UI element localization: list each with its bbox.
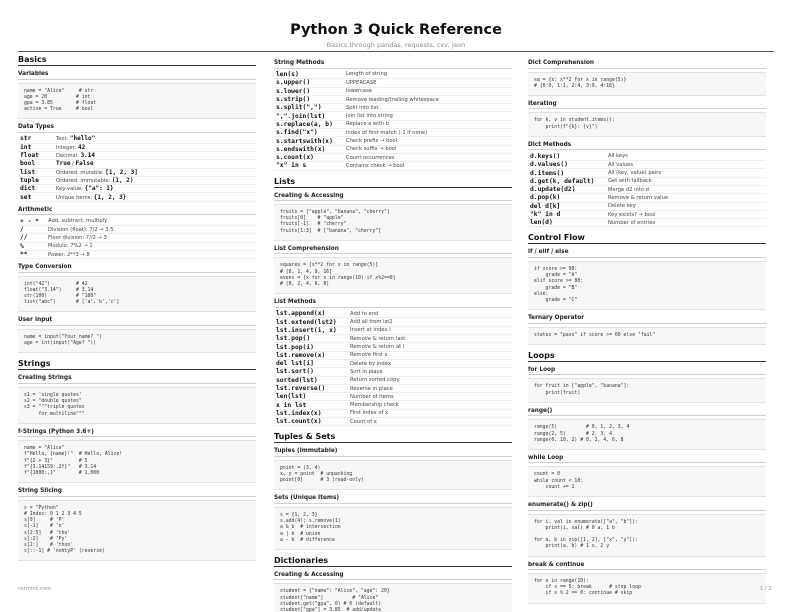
section-heading-strings: Strings	[18, 359, 256, 370]
table-description-cell	[608, 152, 766, 160]
table-description-cell	[346, 104, 512, 112]
table-row	[18, 135, 256, 143]
table-description-cell	[48, 250, 256, 258]
description-text: Unique items:	[56, 194, 94, 201]
code-block: for x in range(10): if x == 5: break # stop loop if x % 2 == 0: continue # skip	[528, 573, 766, 604]
description-text: Check suffix → bool	[346, 146, 397, 153]
table-row	[274, 384, 512, 392]
table-key-cell: list	[18, 168, 56, 176]
table-description-cell	[346, 120, 512, 128]
description-text: Key exists? → bool	[608, 211, 656, 218]
table-row	[528, 219, 766, 227]
description-text: All (key, value) pairs	[608, 170, 662, 177]
description-text: Count of x	[350, 418, 377, 425]
table-key-cell: ",".join(lst)	[274, 112, 346, 120]
description-text: Index of first match (-1 if none)	[346, 129, 428, 136]
description-text: Replace a with b	[346, 121, 389, 128]
section-heading-tuples-sets: Tuples & Sets	[274, 432, 512, 443]
description-text: Count occurrences	[346, 154, 395, 161]
section-heading-basics: Basics	[18, 55, 256, 66]
description-text: Remove & return value	[608, 194, 669, 201]
table-row	[274, 162, 512, 170]
footer-site: refmint.com	[18, 586, 52, 592]
table-row	[18, 143, 256, 151]
table-description-cell	[608, 202, 766, 210]
subsection-heading-range: range()	[528, 408, 766, 417]
code-block: range(5) # 0, 1, 2, 3, 4 range(2, 5) # 2, 3, 4 range(0, 10, 2) # 0, 2, 4, 6, 8	[528, 419, 766, 450]
table-key-cell: len(lst)	[274, 393, 350, 401]
description-text: Remove leading/trailing whitespace	[346, 96, 439, 103]
code-example: False	[75, 160, 94, 168]
subsection-heading-string-slicing: String Slicing	[18, 488, 256, 497]
description-text: Decimal:	[56, 153, 81, 160]
table-description-cell	[56, 176, 256, 184]
table-row	[274, 112, 512, 120]
table-description-cell	[350, 401, 512, 409]
code-block: sq = {x: x**2 for x in range(5)} # {0:0, 1:1, 2:4, 3:9, 4:16}	[528, 72, 766, 96]
description-text: Floor division: 7//2 → 3	[48, 234, 107, 241]
description-text: Length of string	[346, 71, 388, 78]
table-description-cell	[56, 168, 256, 176]
subsection-heading-user-input: User Input	[18, 317, 256, 326]
table-row	[274, 368, 512, 376]
subsection-heading-string-methods: String Methods	[274, 60, 512, 69]
table-description-cell	[346, 95, 512, 103]
table-description-cell	[350, 384, 512, 392]
table-key-cell: lst.sort()	[274, 368, 350, 376]
table-row	[18, 250, 256, 258]
page-header	[0, 22, 792, 49]
table-key-cell: str	[18, 135, 56, 143]
subsection-heading-if-elif-else: if / elif / else	[528, 249, 766, 258]
table-key-cell: set	[18, 193, 56, 201]
description-text: UPPERCASE	[346, 79, 377, 86]
subsection-heading-ternary-operator: Ternary Operator	[528, 315, 766, 324]
table-row	[274, 129, 512, 137]
table-key-cell: lst.remove(x)	[274, 351, 350, 359]
table-key-cell: s.startswith(x)	[274, 137, 346, 145]
table-description-cell	[350, 326, 512, 334]
subsection-heading-creating-accessing: Creating & Accessing	[274, 572, 512, 581]
description-text: Delete by index	[350, 360, 391, 367]
table-key-cell: s.count(x)	[274, 153, 346, 161]
table-key-cell: s.replace(a, b)	[274, 120, 346, 128]
table-row	[528, 161, 766, 169]
table-row	[274, 104, 512, 112]
column-2	[274, 55, 512, 612]
table-key-cell: s.find("x")	[274, 129, 346, 137]
table-key-cell: "k" in d	[528, 210, 608, 218]
table-description-cell	[346, 137, 512, 145]
section-heading-control-flow: Control Flow	[528, 233, 766, 244]
table-description-cell	[608, 177, 766, 185]
table-row	[274, 310, 512, 318]
table-row	[274, 351, 512, 359]
code-example: (1, 2)	[111, 176, 134, 184]
table-description-cell	[350, 409, 512, 417]
description-text: Split into list	[346, 104, 379, 111]
description-text: Sort in place	[350, 368, 383, 375]
description-text: Get with fallback	[608, 178, 652, 185]
description-text: Integer:	[56, 144, 78, 151]
table-key-cell: %	[18, 242, 48, 250]
reference-table	[528, 152, 766, 227]
table-key-cell: int	[18, 143, 56, 151]
table-key-cell: del lst[i]	[274, 359, 350, 367]
subsection-heading-dict-comprehension: Dict Comprehension	[528, 60, 766, 69]
table-description-cell	[350, 359, 512, 367]
table-key-cell: sorted(lst)	[274, 376, 350, 384]
table-description-cell	[56, 160, 256, 168]
table-row	[18, 193, 256, 201]
subsection-heading-list-comprehension: List Comprehension	[274, 246, 512, 255]
table-description-cell	[346, 145, 512, 153]
table-description-cell	[48, 242, 256, 250]
table-row	[274, 335, 512, 343]
footer-page-number: 1 / 2	[759, 586, 772, 592]
description-text: Number of entries	[608, 219, 656, 226]
table-row	[274, 326, 512, 334]
section-heading-loops: Loops	[528, 351, 766, 362]
subsection-heading-tuples-immutable: Tuples (Immutable)	[274, 448, 512, 457]
description-text: All values	[608, 161, 633, 168]
subsection-heading-while-loop: while Loop	[528, 455, 766, 464]
description-text: Return sorted copy	[350, 377, 400, 384]
table-row	[274, 401, 512, 409]
table-key-cell: float	[18, 151, 56, 159]
description-text: Text:	[56, 136, 70, 143]
table-description-cell	[608, 219, 766, 227]
page-subtitle: Basics through pandas, requests, csv, json	[326, 41, 466, 49]
table-key-cell: lst.append(x)	[274, 310, 350, 318]
description-text: Check prefix → bool	[346, 138, 398, 145]
description-text: Membership check	[350, 402, 399, 409]
reference-table	[274, 71, 512, 171]
table-key-cell: dict	[18, 185, 56, 193]
table-row	[528, 177, 766, 185]
table-key-cell: d.keys()	[528, 152, 608, 160]
table-row	[528, 194, 766, 202]
code-block: student = {"name": "Alice", "age": 20} student["name"] # "Alice" student.get("gpa", 0) # 0 (default) student["gpa"] = 3.85 # add/update	[274, 583, 512, 612]
table-key-cell: bool	[18, 160, 56, 168]
table-description-cell	[346, 129, 512, 137]
code-block: count = 0 while count < 10: count += 1	[528, 466, 766, 497]
description-text: /	[70, 161, 76, 168]
table-description-cell	[56, 185, 256, 193]
table-description-cell	[346, 153, 512, 161]
table-description-cell	[350, 343, 512, 351]
header-rule	[18, 51, 774, 52]
table-row	[274, 409, 512, 417]
table-description-cell	[48, 234, 256, 242]
subsection-heading-creating-strings: Creating Strings	[18, 375, 256, 384]
description-text: All keys	[608, 153, 628, 160]
table-description-cell	[56, 193, 256, 201]
description-text: Key-value:	[56, 186, 85, 193]
table-row	[18, 234, 256, 242]
section-heading-dictionaries: Dictionaries	[274, 556, 512, 567]
table-key-cell: /	[18, 225, 48, 233]
table-row	[18, 185, 256, 193]
table-row	[18, 151, 256, 159]
table-description-cell	[346, 112, 512, 120]
subsection-heading-iterating: Iterating	[528, 101, 766, 110]
description-text: Ordered, mutable:	[56, 169, 106, 176]
table-key-cell: s.upper()	[274, 79, 346, 87]
table-row	[274, 359, 512, 367]
table-row	[274, 87, 512, 95]
description-text: Contains check → bool	[346, 162, 405, 169]
table-key-cell: s.endswith(x)	[274, 145, 346, 153]
table-row	[274, 71, 512, 79]
table-description-cell	[608, 186, 766, 194]
table-key-cell: d.items()	[528, 169, 608, 177]
subsection-heading-f-strings-python-3-6: f-Strings (Python 3.6+)	[18, 429, 256, 438]
table-description-cell	[350, 318, 512, 326]
table-key-cell: lst.insert(i, x)	[274, 326, 350, 334]
section-heading-lists: Lists	[274, 177, 512, 188]
code-block: if score >= 90: grade = "A" elif score >= 80: grade = "B" else: grade = "C"	[528, 261, 766, 310]
table-key-cell: d.values()	[528, 161, 608, 169]
table-key-cell: s.strip()	[274, 95, 346, 103]
table-row	[18, 176, 256, 184]
code-example: True	[56, 160, 71, 168]
table-row	[274, 418, 512, 426]
code-block: for k, v in student.items(): print(f"{k}: {v}")	[528, 112, 766, 136]
table-row	[18, 242, 256, 250]
table-key-cell: + - *	[18, 217, 48, 225]
code-block: name = "Alice" f"Hello, {name}!" # Hello, Alice! f"{2 + 3}" # 5 f"{3.14159:.2f}" # 3.14 f"{1000:,}" # 1,000	[18, 440, 256, 483]
column-3	[528, 55, 766, 604]
code-block: squares = [x**2 for x in range(5)] # [0, 1, 4, 9, 16] evens = [x for x in range(10) if x%2==0] # [0, 2, 4, 6, 8]	[274, 257, 512, 294]
table-row	[18, 225, 256, 233]
code-example: "hello"	[69, 135, 96, 143]
table-description-cell	[350, 376, 512, 384]
table-row	[274, 343, 512, 351]
code-block: s = "Python" # Index: 0 1 2 3 4 5 s[0] # 'P' s[-1] # 'n' s[2:5] # 'tho' s[:2] # 'Py' s[2:] # 'thon' s[::-1] # 'nohtyP' (reverse)	[18, 500, 256, 562]
table-description-cell	[350, 335, 512, 343]
table-row	[274, 120, 512, 128]
table-row	[18, 217, 256, 225]
table-key-cell: lst.pop()	[274, 335, 350, 343]
description-text: Ordered, immutable:	[56, 177, 112, 184]
description-text: Add, subtract, multiply	[48, 218, 108, 225]
table-description-cell	[48, 225, 256, 233]
description-text: Add to end	[350, 310, 379, 317]
table-key-cell: lst.index(x)	[274, 409, 350, 417]
code-block: point = (3, 4) x, y = point # unpacking point[0] # 3 (read-only)	[274, 460, 512, 491]
column-1	[18, 55, 256, 561]
description-text: Remove first x	[350, 352, 388, 359]
subsection-heading-type-conversion: Type Conversion	[18, 264, 256, 273]
table-description-cell	[56, 143, 256, 151]
reference-table	[274, 310, 512, 427]
table-description-cell	[608, 194, 766, 202]
code-block: name = "Alice" # str age = 20 # int gpa = 3.85 # float active = True # bool	[18, 83, 256, 120]
table-key-cell: d.get(k, default)	[528, 177, 608, 185]
table-row	[528, 210, 766, 218]
table-description-cell	[56, 135, 256, 143]
table-key-cell: x in lst	[274, 401, 350, 409]
table-row	[274, 393, 512, 401]
table-row	[528, 186, 766, 194]
description-text: Join list into string	[346, 113, 393, 120]
table-row	[274, 79, 512, 87]
code-block: for i, val in enumerate(["a", "b"]): print(i, val) # 0 a, 1 b for a, b in zip([1, 2], ["x", "y"]): print(a, b) # 1 x, 2 y	[528, 514, 766, 557]
table-key-cell: lst.pop(i)	[274, 343, 350, 351]
table-row	[274, 153, 512, 161]
table-key-cell: tuple	[18, 176, 56, 184]
table-row	[528, 202, 766, 210]
subsection-heading-data-types: Data Types	[18, 124, 256, 133]
table-description-cell	[350, 351, 512, 359]
description-text: Remove & return at i	[350, 344, 405, 351]
table-row	[18, 168, 256, 176]
table-key-cell: "x" in s	[274, 162, 346, 170]
description-text: Number of items	[350, 393, 394, 400]
table-description-cell	[350, 418, 512, 426]
table-description-cell	[346, 71, 512, 79]
table-description-cell	[350, 393, 512, 401]
table-description-cell	[608, 169, 766, 177]
description-text: lowercase	[346, 88, 372, 95]
description-text: First index of x	[350, 410, 389, 417]
description-text: Merge d2 into d	[608, 186, 649, 193]
code-example: {"a": 1}	[84, 185, 114, 193]
table-row	[274, 318, 512, 326]
table-row	[528, 152, 766, 160]
table-key-cell: len(d)	[528, 219, 608, 227]
table-description-cell	[608, 210, 766, 218]
subsection-heading-sets-unique-items: Sets (Unique Items)	[274, 495, 512, 504]
page-title: Python 3 Quick Reference	[290, 22, 502, 38]
code-block: status = "pass" if score >= 60 else "fail"	[528, 327, 766, 345]
description-text: Division (float): 7/2 → 3.5	[48, 226, 114, 233]
description-text: Insert at index i	[350, 327, 391, 334]
table-description-cell	[350, 310, 512, 318]
table-row	[274, 137, 512, 145]
table-key-cell: d.pop(k)	[528, 194, 608, 202]
subsection-heading-break-continue: break & continue	[528, 562, 766, 571]
table-key-cell: lst.count(x)	[274, 418, 350, 426]
table-key-cell: **	[18, 250, 48, 258]
table-key-cell: s.lower()	[274, 87, 346, 95]
table-row	[528, 169, 766, 177]
table-row	[274, 376, 512, 384]
code-block: s1 = 'single quotes' s2 = "double quotes" s3 = """triple quotes for multiline"""	[18, 387, 256, 424]
table-key-cell: len(s)	[274, 71, 346, 79]
table-key-cell: lst.reverse()	[274, 384, 350, 392]
subsection-heading-variables: Variables	[18, 71, 256, 80]
code-example: [1, 2, 3]	[105, 168, 138, 176]
code-example: 3.14	[80, 152, 96, 160]
subsection-heading-list-methods: List Methods	[274, 299, 512, 308]
reference-table	[18, 217, 256, 259]
code-block: s = {1, 2, 3} s.add(4); s.remove(1) a & b # intersection a | b # union a - b # difference	[274, 507, 512, 550]
description-text: Power: 2**3 → 8	[48, 251, 90, 258]
description-text: Remove & return last	[350, 335, 406, 342]
subsection-heading-dict-methods: Dict Methods	[528, 142, 766, 151]
table-row	[274, 95, 512, 103]
table-key-cell: s.split(",")	[274, 104, 346, 112]
subsection-heading-enumerate-zip: enumerate() & zip()	[528, 502, 766, 511]
table-description-cell	[346, 162, 512, 170]
description-text: Modulo: 7%2 → 1	[48, 243, 93, 250]
table-key-cell: del d[k]	[528, 202, 608, 210]
description-text: Reverse in place	[350, 385, 393, 392]
code-block: name = input("Your name? ") age = int(input("Age? "))	[18, 329, 256, 353]
table-key-cell: d.update(d2)	[528, 186, 608, 194]
code-block: fruits = ["apple", "banana", "cherry"] fruits[0] # "apple" fruits[-1] # "cherry" fruits[1:3] # ["banana", "cherry"]	[274, 204, 512, 241]
code-block: int("42") # 42 float("3.14") # 3.14 str(100) # "100" list("abc") # ['a','b','c']	[18, 276, 256, 313]
table-row	[274, 145, 512, 153]
subsection-heading-creating-accessing: Creating & Accessing	[274, 193, 512, 202]
reference-table	[18, 135, 256, 202]
table-description-cell	[346, 79, 512, 87]
subsection-heading-arithmetic: Arithmetic	[18, 207, 256, 216]
table-key-cell: //	[18, 234, 48, 242]
description-text: Add all from lst2	[350, 319, 393, 326]
table-description-cell	[346, 87, 512, 95]
table-description-cell	[48, 217, 256, 225]
description-text: Delete key	[608, 203, 636, 210]
subsection-heading-for-loop: for Loop	[528, 367, 766, 376]
table-key-cell: lst.extend(lst2)	[274, 318, 350, 326]
code-block: for fruit in ["apple", "banana"]: print(fruit)	[528, 378, 766, 402]
table-description-cell	[608, 161, 766, 169]
table-description-cell	[350, 368, 512, 376]
code-example: 42	[77, 143, 86, 151]
table-row	[18, 160, 256, 168]
code-example: {1, 2, 3}	[93, 193, 127, 201]
table-description-cell	[56, 151, 256, 159]
